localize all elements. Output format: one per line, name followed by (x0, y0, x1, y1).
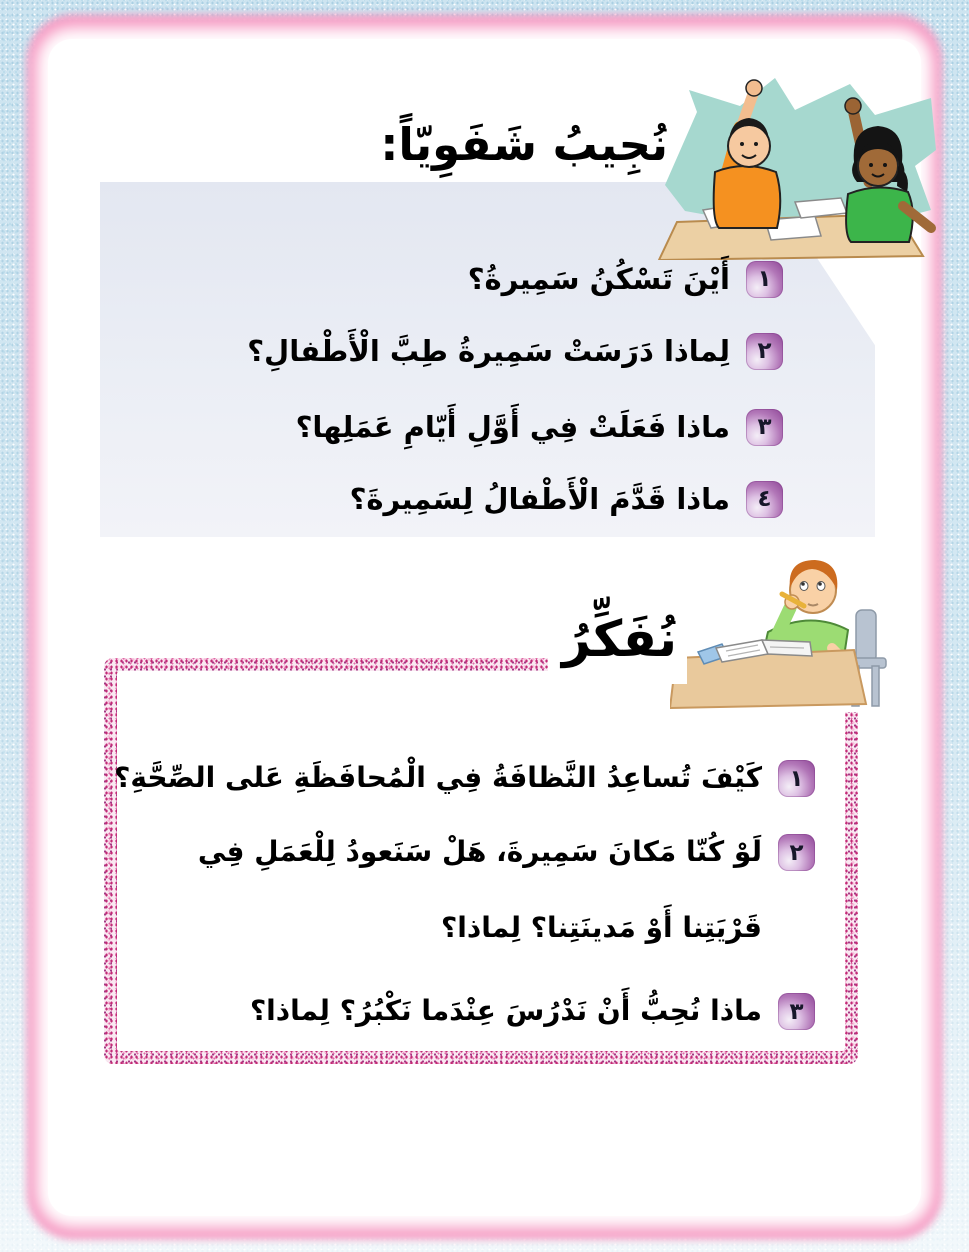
question-row (350, 476, 783, 522)
question-text: ماذا قَدَّمَ الْأَطْفالُ لِسَمِيرةَ؟ (349, 482, 730, 516)
question-number-badge: ٣ (746, 409, 783, 446)
question-row (114, 740, 815, 816)
question-row (247, 328, 783, 374)
question-row (144, 814, 815, 966)
section-title-we-think: نُفَكِّرُ (548, 608, 687, 684)
question-number-badge: ٢ (778, 834, 815, 871)
question-row (468, 256, 783, 302)
question-text: ماذا فَعَلَتْ فِي أَوَّلِ أَيّامِ عَمَلِها؟ (295, 410, 730, 444)
question-text: كَيْفَ تُساعِدُ النَّظافَةُ فِي الْمُحافَظَةِ عَلى الصِّحَّةِ؟ (114, 761, 762, 794)
classroom-students-illustration (645, 70, 950, 260)
question-row (250, 973, 815, 1049)
question-number-badge: ٣ (778, 993, 815, 1030)
question-number-badge: ٤ (746, 481, 783, 518)
question-text: لَوْ كُنّا مَكانَ سَمِيرةَ، هَلْ سَنَعودُ لِلْعَمَلِ فِي قَرْيَتِنا أَوْ مَدينَتِنا؟ لِماذا؟ (197, 835, 762, 944)
desk-with-books (670, 640, 866, 708)
question-text: ماذا نُحِبُّ أَنْ نَدْرُسَ عِنْدَما نَكْبُرُ؟ لِماذا؟ (249, 994, 762, 1027)
section-title-answer-orally: نُجِيبُ شَفَوِيّاً: (380, 118, 668, 171)
question-number-badge: ١ (778, 760, 815, 797)
thinking-boy-illustration (666, 550, 918, 712)
question-text: أَيْنَ تَسْكُنُ سَمِيرةُ؟ (467, 262, 730, 296)
question-number-badge: ١ (746, 261, 783, 298)
question-row (296, 404, 783, 450)
question-text: لِماذا دَرَسَتْ سَمِيرةُ طِبَّ الْأَطْفالِ؟ (247, 334, 730, 368)
question-number-badge: ٢ (746, 333, 783, 370)
